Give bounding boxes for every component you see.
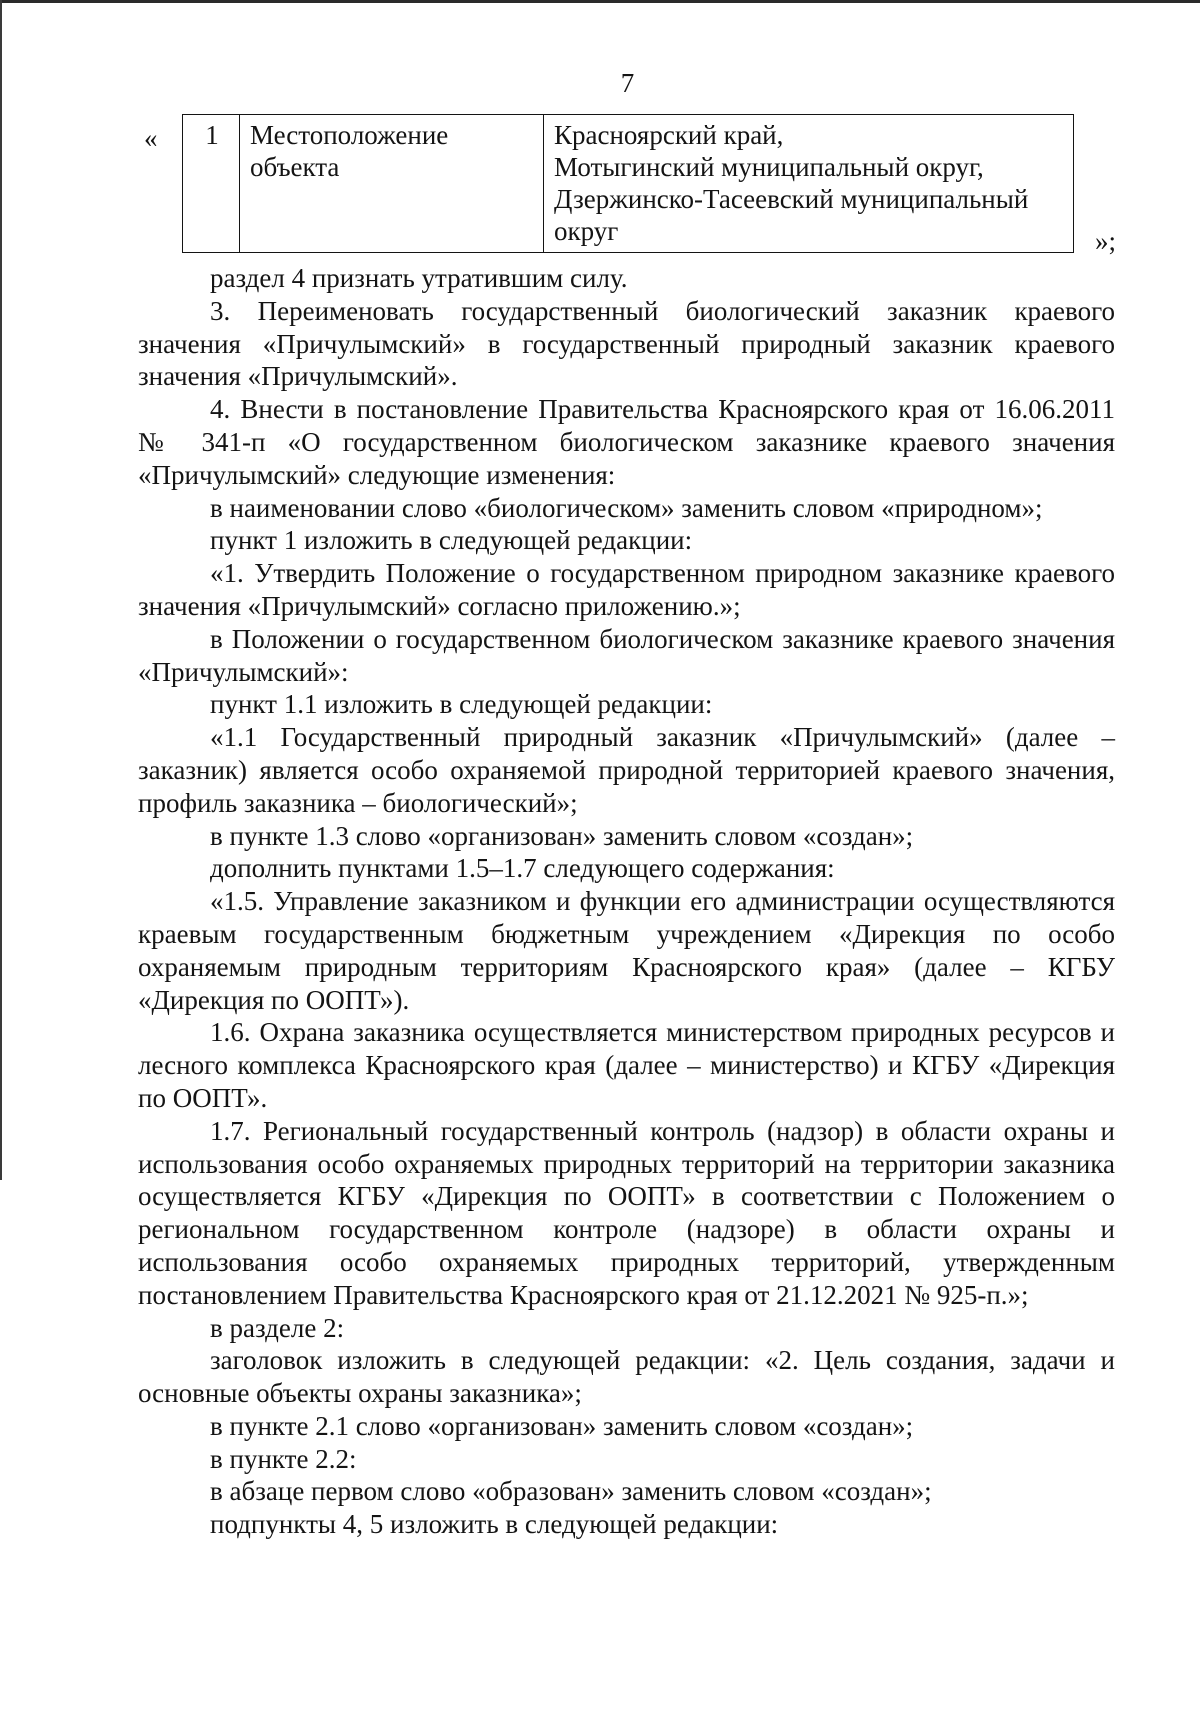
paragraph: 1.6. Охрана заказника осуществляется министерством природных ресурсов и лесного комплекса Красноярского края (далее – министерство) и КГБУ «Дирекция по ООПТ». <box>138 1017 1115 1113</box>
row-name-cell: Местоположение объекта <box>240 115 544 253</box>
paragraph: дополнить пунктами 1.5–1.7 следующего содержания: <box>210 853 835 884</box>
paragraph: пункт 1 изложить в следующей редакции: <box>210 525 693 556</box>
paragraph: в абзаце первом слово «образован» заменить словом «создан»; <box>210 1476 932 1507</box>
paragraph: в разделе 2: <box>210 1312 345 1343</box>
scan-edge-left <box>0 0 2 1180</box>
value-line: округ <box>554 216 619 246</box>
document-body <box>138 262 1115 1541</box>
paragraph: пункт 1.1 изложить в следующей редакции: <box>210 689 713 720</box>
row-value-cell <box>544 115 1074 253</box>
paragraph: в Положении о государственном биологическом заказнике краевого значения «Причулымский»: <box>138 623 1115 687</box>
paragraph: «1. Утвердить Положение о государственном природном заказнике краевого значения «Причулымский» согласно приложению.»; <box>138 558 1115 621</box>
table-opening-quote: « <box>144 123 158 153</box>
paragraph: подпункты 4, 5 изложить в следующей редакции: <box>210 1509 779 1540</box>
page-number: 7 <box>620 68 635 98</box>
paragraph: в пункте 2.2: <box>210 1443 357 1474</box>
paragraph: 4. Внести в постановление Правительства Красноярского края от 16.06.2011 № 341-п «О государственном биологическом заказнике краевого значения «Причулымский» следующие изменения: <box>138 394 1115 490</box>
paragraph: «1.1 Государственный природный заказник «Причулымский» (далее – заказник) является особо охраняемой природной территорией краевого значения, профиль заказника – биологический»; <box>138 722 1115 818</box>
paragraph: 1.7. Региональный государственный контроль (надзор) в области охраны и использования особо охраняемых природных территорий на территории заказника осуществляется КГБУ «Дирекция по ООПТ» в соответствии с Положением о региональном государственном контроле (надзоре) в области охраны и использования особо охраняемых природных территорий, утвержденным постановлением Правительства Красноярского края от 21.12.2021 № 925-п.»; <box>138 1115 1115 1310</box>
value-line: Мотыгинский муниципальный округ, <box>554 152 984 182</box>
table-closing-quote: »; <box>1095 226 1117 256</box>
value-line: Красноярский край, <box>554 120 784 150</box>
amendment-table <box>182 114 1074 253</box>
value-line: Дзержинско-Тасеевский муниципальный <box>554 184 1029 214</box>
paragraph: 3. Переименовать государственный биологический заказник краевого значения «Причулымский» в государственный природный заказник краевого значения «Причулымский». <box>138 295 1115 392</box>
paragraph: в пункте 2.1 слово «организован» заменить словом «создан»; <box>210 1410 914 1441</box>
paragraph: в наименовании слово «биологическом» заменить словом «природном»; <box>210 492 1043 523</box>
scan-edge-top <box>0 0 1200 3</box>
paragraph: заголовок изложить в следующей редакции: «2. Цель создания, задачи и основные объекты охраны заказника»; <box>138 1345 1115 1409</box>
row-number-cell: 1 <box>183 115 240 253</box>
paragraph: раздел 4 признать утратившим силу. <box>210 263 628 293</box>
table-row <box>183 115 1074 253</box>
paragraph: в пункте 1.3 слово «организован» заменить словом «создан»; <box>210 820 914 851</box>
paragraph: «1.5. Управление заказником и функции его администрации осуществляются краевым государственным бюджетным учреждением «Дирекция по особо охраняемым природным территориям Красноярского края» (далее – КГБУ «Дирекция по ООПТ»). <box>138 886 1115 1015</box>
